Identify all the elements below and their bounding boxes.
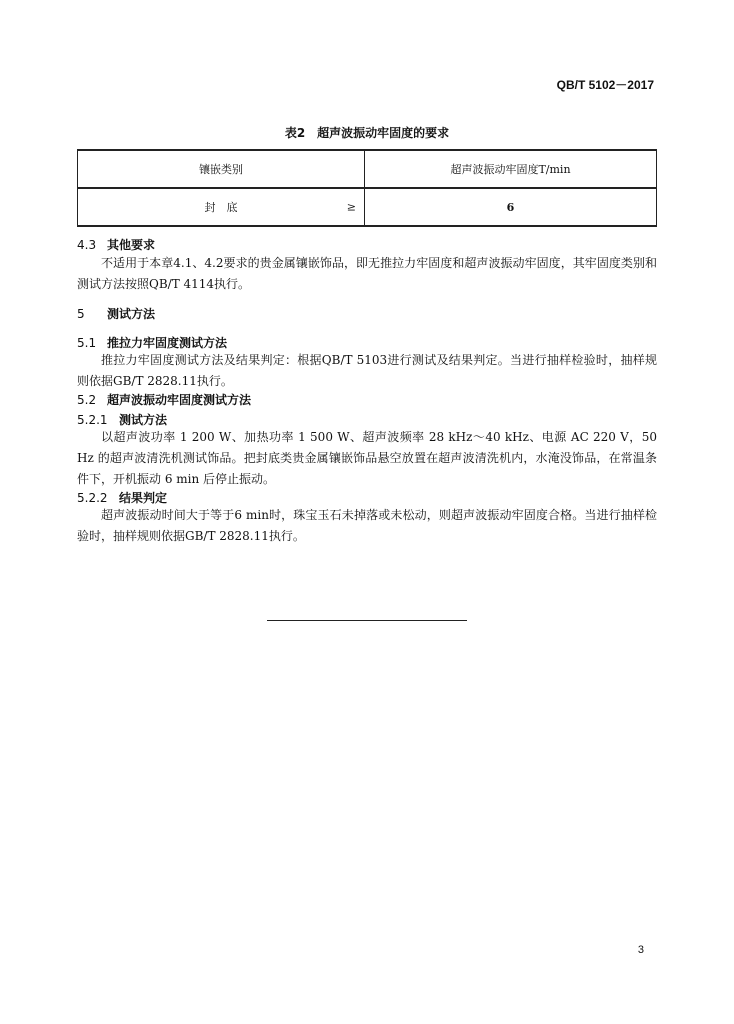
table-header-row — [78, 150, 657, 188]
operator-symbol: ≥ — [346, 200, 356, 214]
table-cell-value: 6 — [365, 188, 657, 226]
row-label: 封 底 — [204, 201, 238, 214]
requirements-table — [77, 149, 657, 227]
section-title: 结果判定 — [119, 491, 168, 505]
section-text-5-2-2: 超声波振动时间大于等于6 min时，珠宝玉石未掉落或未松动，则超声波振动牢固度合格。当进行抽样检验时，抽样规则依据GB/T 2828.11执行。 — [77, 508, 657, 543]
section-heading-4-3 — [77, 236, 155, 253]
table-row — [78, 188, 657, 226]
table-cell-category — [78, 188, 365, 226]
section-text-5-2-1: 以超声波功率 1 200 W、加热功率 1 500 W、超声波频率 28 kHz～40 kHz、电源 AC 220 V，50 Hz 的超声波清洗机测试饰品。把封底类贵金属镶嵌饰品悬空放置在超声波清洗机内，水淹没饰品，在常温条件下，开机振动 6 min 后停止振动。 — [77, 430, 657, 486]
section-heading-5-2 — [77, 391, 251, 408]
section-number: 5.2 — [77, 393, 97, 407]
section-number: 4.3 — [77, 238, 97, 252]
section-title: 其他要求 — [107, 238, 156, 252]
section-text-4-3: 不适用于本章4.1、4.2要求的贵金属镶嵌饰品，即无推拉力牢固度和超声波振动牢固度，其牢固度类别和测试方法按照QB/T 4114执行。 — [77, 256, 657, 291]
section-number: 5.1 — [77, 336, 97, 350]
section-number: 5.2.2 — [77, 491, 108, 505]
section-text-5-1: 推拉力牢固度测试方法及结果判定：根据QB/T 5103进行测试及结果判定。当进行抽样检验时，抽样规则依据GB/T 2828.11执行。 — [77, 353, 657, 388]
section-heading-5-2-2 — [77, 489, 167, 506]
section-number: 5.2.1 — [77, 413, 108, 427]
section-heading-5-2-1 — [77, 411, 167, 428]
table-header-category: 镶嵌类别 — [78, 150, 365, 188]
standard-code: QB/T 5102－2017 — [556, 78, 654, 92]
end-rule — [267, 620, 467, 621]
table-header-firmness: 超声波振动牢固度T/min — [365, 150, 657, 188]
section-title: 测试方法 — [107, 307, 156, 321]
section-title: 推拉力牢固度测试方法 — [107, 336, 228, 350]
section-number: 5 — [77, 307, 85, 321]
section-heading-5 — [77, 305, 155, 322]
section-title: 超声波振动牢固度测试方法 — [107, 393, 252, 407]
table-title: 表2 超声波振动牢固度的要求 — [284, 126, 450, 140]
section-heading-5-1 — [77, 334, 227, 351]
section-title: 测试方法 — [119, 413, 168, 427]
page-number: 3 — [637, 944, 644, 956]
